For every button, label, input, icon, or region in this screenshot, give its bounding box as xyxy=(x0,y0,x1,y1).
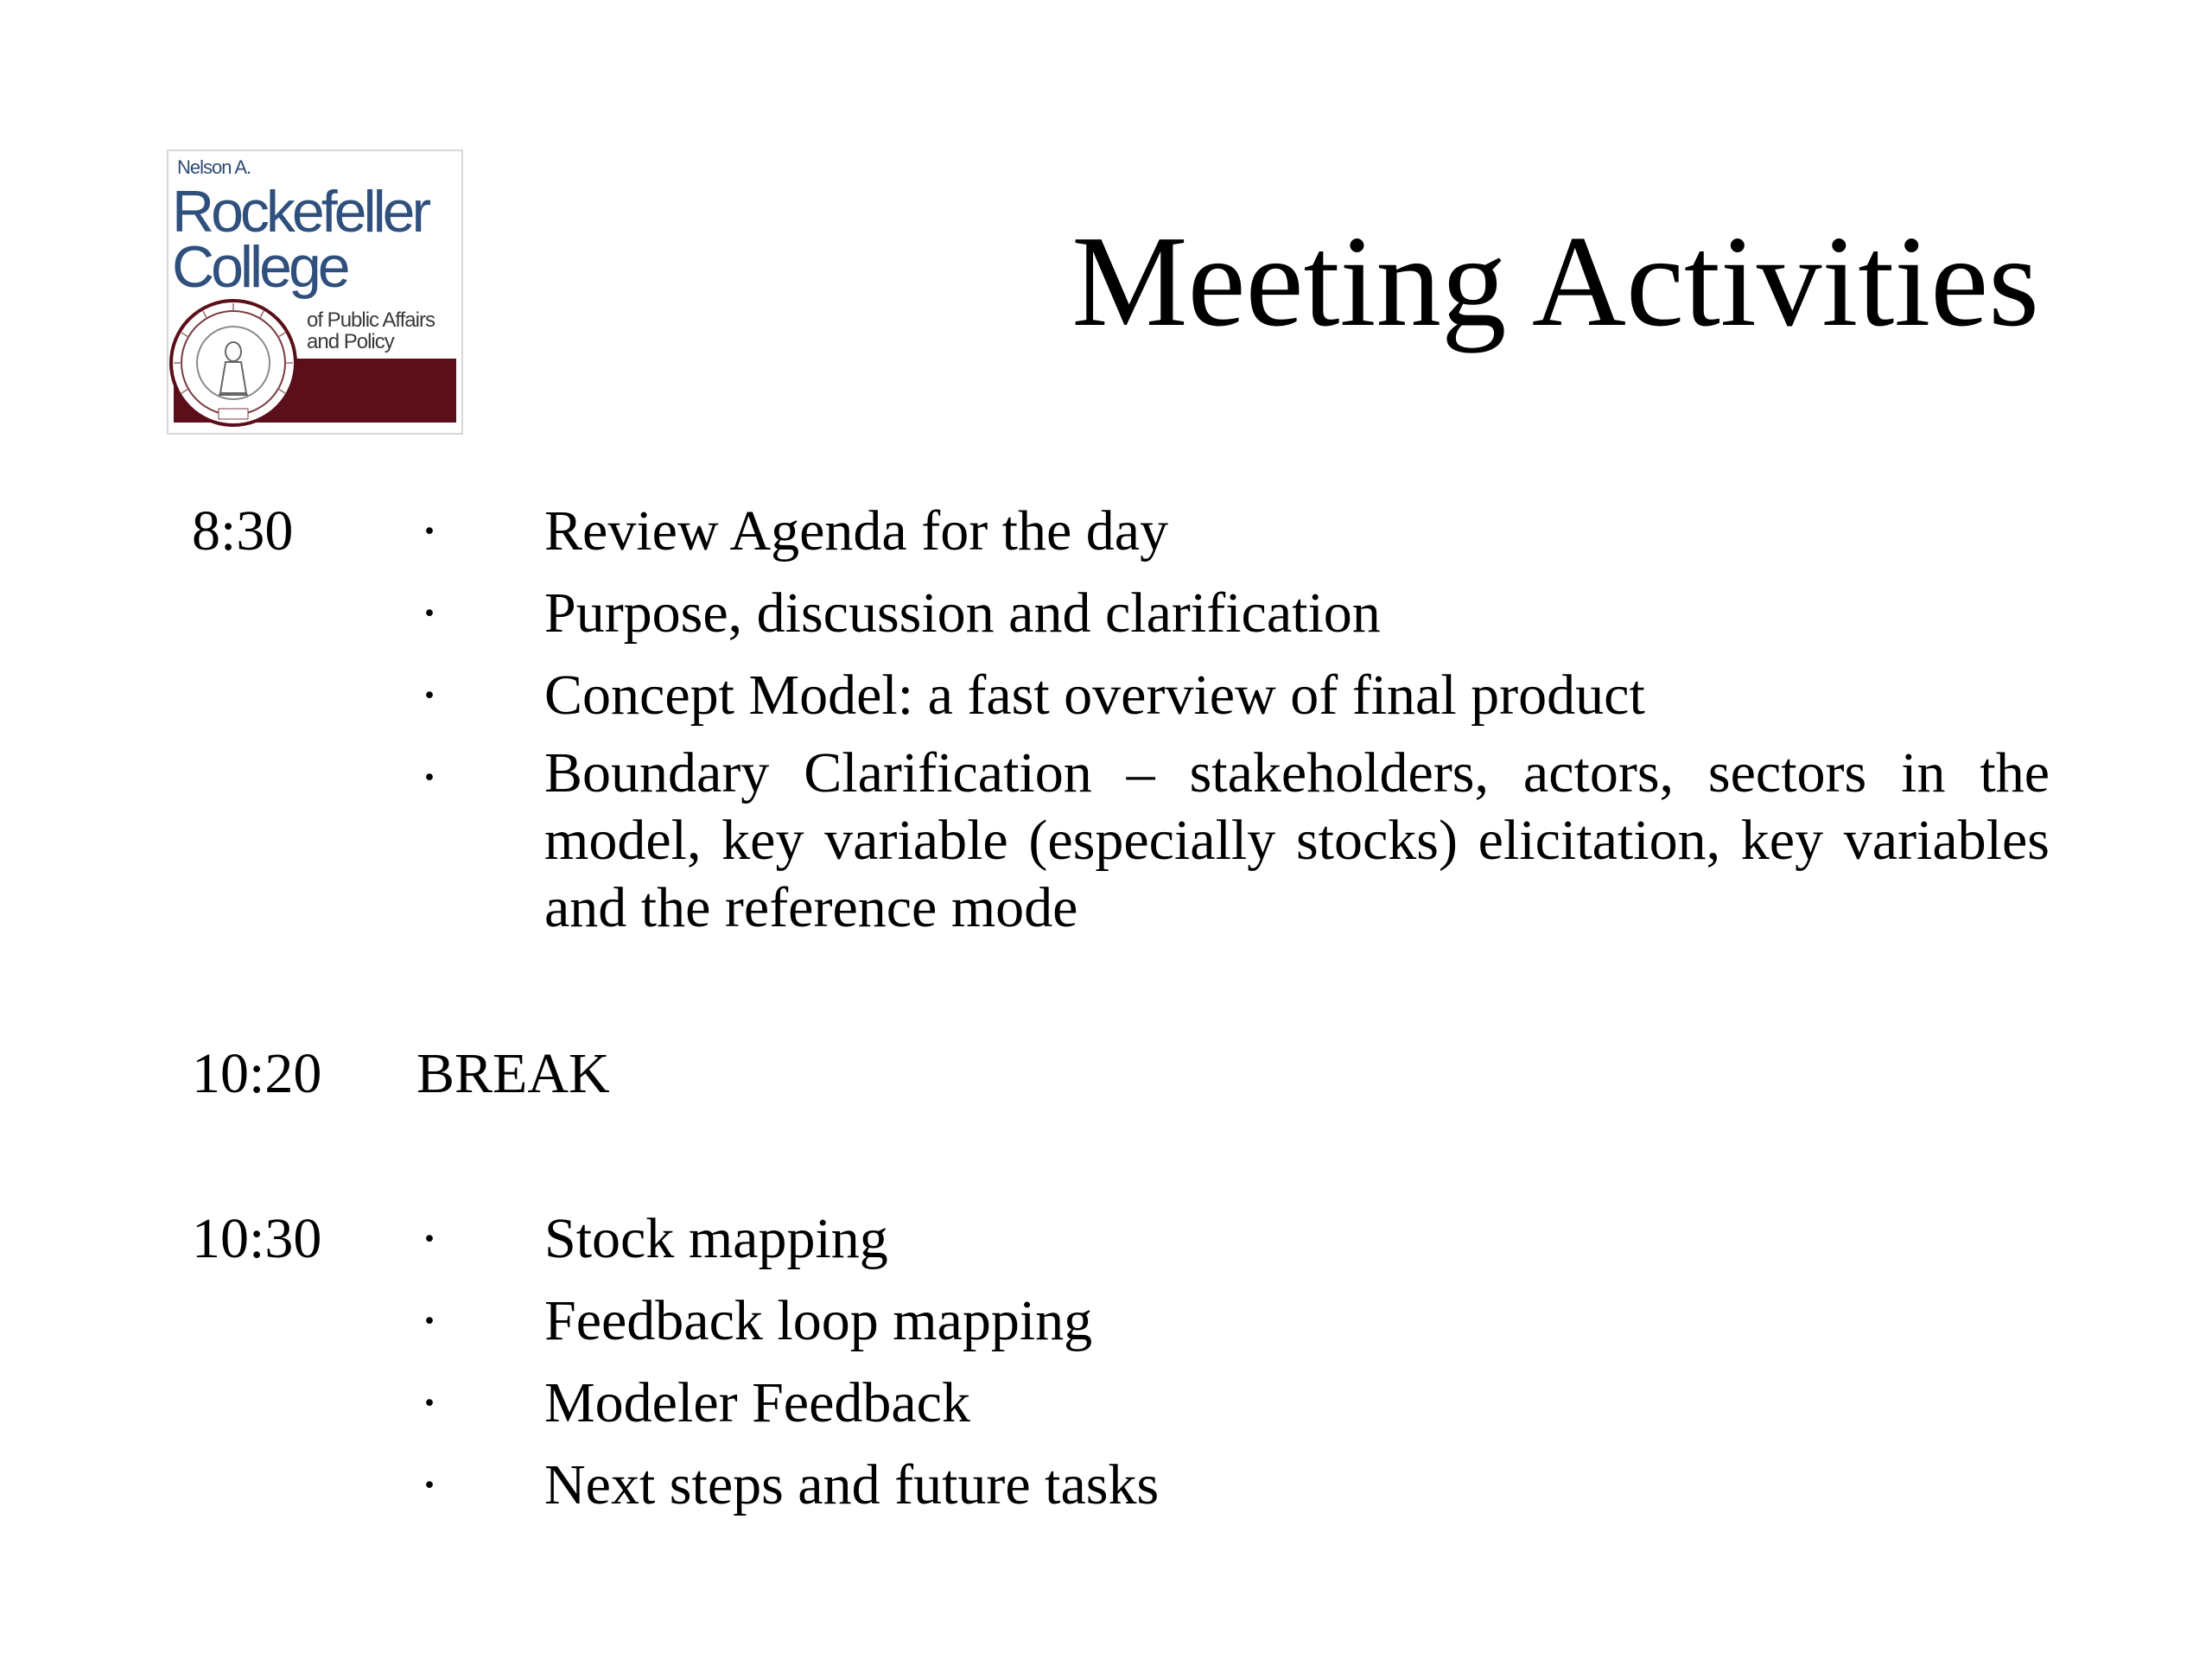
logo-text-nelson: Nelson A. xyxy=(177,156,251,178)
bullet-point: · xyxy=(420,746,439,809)
agenda-item: Boundary Clarification – stakeholders, actors, sectors in the model, key variable (especially stocks) elicitation, key variables and the reference mode xyxy=(544,741,2050,939)
bullet-point: · xyxy=(420,1371,439,1434)
agenda-item: Purpose, discussion and clarification xyxy=(544,582,1381,645)
agenda-item: Concept Model: a fast overview of final product xyxy=(544,664,1645,727)
logo-text-policy: and Policy xyxy=(307,330,394,353)
bullet-point: · xyxy=(420,664,439,727)
bullet-point: · xyxy=(420,499,439,563)
break-label: BREAK xyxy=(416,1042,610,1105)
agenda-item: Stock mapping xyxy=(544,1207,888,1270)
rockefeller-college-logo xyxy=(167,149,463,435)
bullet-point: · xyxy=(420,1289,439,1352)
agenda-time-1: 8:30 xyxy=(192,499,294,563)
agenda-item: Feedback loop mapping xyxy=(544,1289,1093,1352)
logo-text-public-affairs: of Public Affairs xyxy=(307,308,435,332)
logo-text-college: College xyxy=(172,234,347,300)
bullet-point: · xyxy=(420,1207,439,1270)
agenda-time-3: 10:30 xyxy=(192,1207,322,1270)
bullet-point: · xyxy=(420,582,439,645)
agenda-time-2: 10:20 xyxy=(192,1042,322,1105)
bullet-point: · xyxy=(420,1453,439,1516)
logo-text-rockefeller: Rockefeller xyxy=(172,179,429,245)
university-seal-icon xyxy=(168,298,298,428)
slide-title: Meeting Activities xyxy=(1071,208,2039,353)
agenda-item: Modeler Feedback xyxy=(544,1371,970,1434)
agenda-item: Next steps and future tasks xyxy=(544,1453,1160,1516)
agenda-item: Review Agenda for the day xyxy=(544,499,1169,563)
